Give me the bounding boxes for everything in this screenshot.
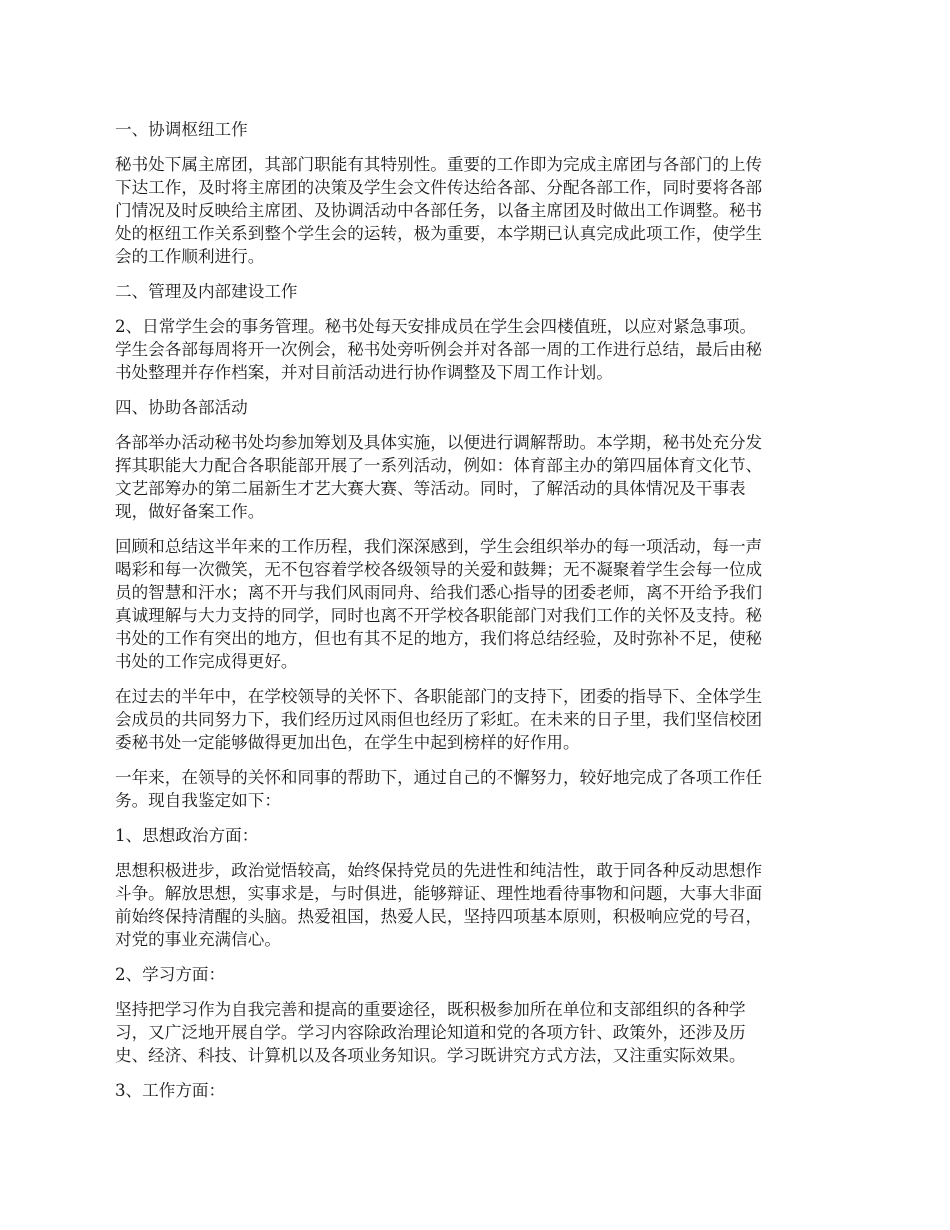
text-line: 学生会各部每周将开一次例会，秘书处旁听例会并对各部一周的工作进行总结，最后由秘: [115, 340, 763, 359]
text-line: 委秘书处一定能够做得更加出色，在学生中起到榜样的好作用。: [115, 733, 580, 752]
text-line: 文艺部筹办的第二届新生才艺大赛大赛、等活动。同时，了解活动的具体情况及干事表: [115, 479, 746, 498]
paragraph: [115, 315, 837, 384]
text-line: 员的智慧和汗水；离不开与我们风雨同舟、给我们悉心指导的团委老师，离不开给予我们: [115, 583, 763, 602]
text-line: 会的工作顺利进行。: [115, 247, 265, 266]
section-heading: [115, 1079, 837, 1102]
text-line: 一、协调枢纽工作: [115, 120, 248, 139]
paragraph: [115, 685, 837, 754]
text-line: 务。现自我鉴定如下：: [115, 791, 281, 810]
text-line: 2、学习方面：: [115, 965, 226, 984]
text-line: 3、工作方面：: [115, 1081, 226, 1100]
text-line: 书处的工作完成得更好。: [115, 652, 298, 671]
text-line: 真诚理解与大力支持的同学，同时也离不开学校各职能部门对我们工作的关怀及支持。秘: [115, 606, 763, 625]
text-line: 门情况及时反映给主席团、及协调活动中各部任务，以备主席团及时做出工作调整。秘书: [115, 201, 763, 220]
text-line: 秘书处下属主席团，其部门职能有其特别性。重要的工作即为完成主席团与各部门的上传: [115, 155, 763, 174]
text-line: 各部举办活动秘书处均参加筹划及具体实施，以便进行调解帮助。本学期，秘书处充分发: [115, 433, 763, 452]
section-heading: [115, 280, 837, 303]
text-line: 1、思想政治方面：: [115, 826, 259, 845]
text-line: 对党的事业充满信心。: [115, 930, 281, 949]
text-line: 回顾和总结这半年来的工作历程，我们深深感到，学生会组织举办的每一项活动，每一声: [115, 537, 763, 556]
text-line: 坚持把学习作为自我完善和提高的重要途径，既积极参加所在单位和支部组织的各种学: [115, 1000, 746, 1019]
paragraph: [115, 998, 837, 1067]
text-line: 处的枢纽工作关系到整个学生会的运转，极为重要，本学期已认真完成此项工作，使学生: [115, 224, 763, 243]
section-heading: [115, 824, 837, 847]
text-line: 一年来，在领导的关怀和同事的帮助下，通过自己的不懈努力，较好地完成了各项工作任: [115, 768, 763, 787]
paragraph: [115, 766, 837, 812]
section-heading: [115, 118, 837, 141]
document-page: [115, 118, 837, 1114]
text-line: 习，又广泛地开展自学。学习内容除政治理论知道和党的各项方针、政策外，还涉及历: [115, 1023, 746, 1042]
text-line: 史、经济、科技、计算机以及各项业务知识。学习既讲究方式方法，又注重实际效果。: [115, 1046, 746, 1065]
paragraph: [115, 859, 837, 951]
section-heading: [115, 396, 837, 419]
text-line: 前始终保持清醒的头脑。热爱祖国，热爱人民，坚持四项基本原则，积极响应党的号召，: [115, 907, 763, 926]
text-line: 会成员的共同努力下，我们经历过风雨但也经历了彩虹。在未来的日子里，我们坚信校团: [115, 710, 763, 729]
section-heading: [115, 963, 837, 986]
paragraph: [115, 535, 837, 673]
text-line: 下达工作，及时将主席团的决策及学生会文件传达给各部、分配各部工作，同时要将各部: [115, 178, 763, 197]
text-line: 在过去的半年中，在学校领导的关怀下、各职能部门的支持下，团委的指导下、全体学生: [115, 687, 763, 706]
text-line: 书处整理并存作档案，并对目前活动进行协作调整及下周工作计划。: [115, 363, 613, 382]
text-line: 挥其职能大力配合各职能部开展了一系列活动，例如：体育部主办的第四届体育文化节、: [115, 456, 763, 475]
text-line: 四、协助各部活动: [115, 398, 248, 417]
text-line: 思想积极进步，政治觉悟较高，始终保持党员的先进性和纯洁性，敢于同各种反动思想作: [115, 861, 763, 880]
text-line: 现，做好备案工作。: [115, 502, 265, 521]
paragraph: [115, 431, 837, 523]
paragraph: [115, 153, 837, 268]
text-line: 喝彩和每一次微笑，无不包容着学校各级领导的关爱和鼓舞；无不凝聚着学生会每一位成: [115, 560, 763, 579]
text-line: 二、管理及内部建设工作: [115, 282, 298, 301]
text-line: 2、日常学生会的事务管理。秘书处每天安排成员在学生会四楼值班，以应对紧急事项。: [115, 317, 757, 336]
text-line: 斗争。解放思想，实事求是，与时俱进，能够辩证、理性地看待事物和问题，大事大非面: [115, 884, 763, 903]
text-line: 书处的工作有突出的地方，但也有其不足的地方，我们将总结经验，及时弥补不足，使秘: [115, 629, 763, 648]
